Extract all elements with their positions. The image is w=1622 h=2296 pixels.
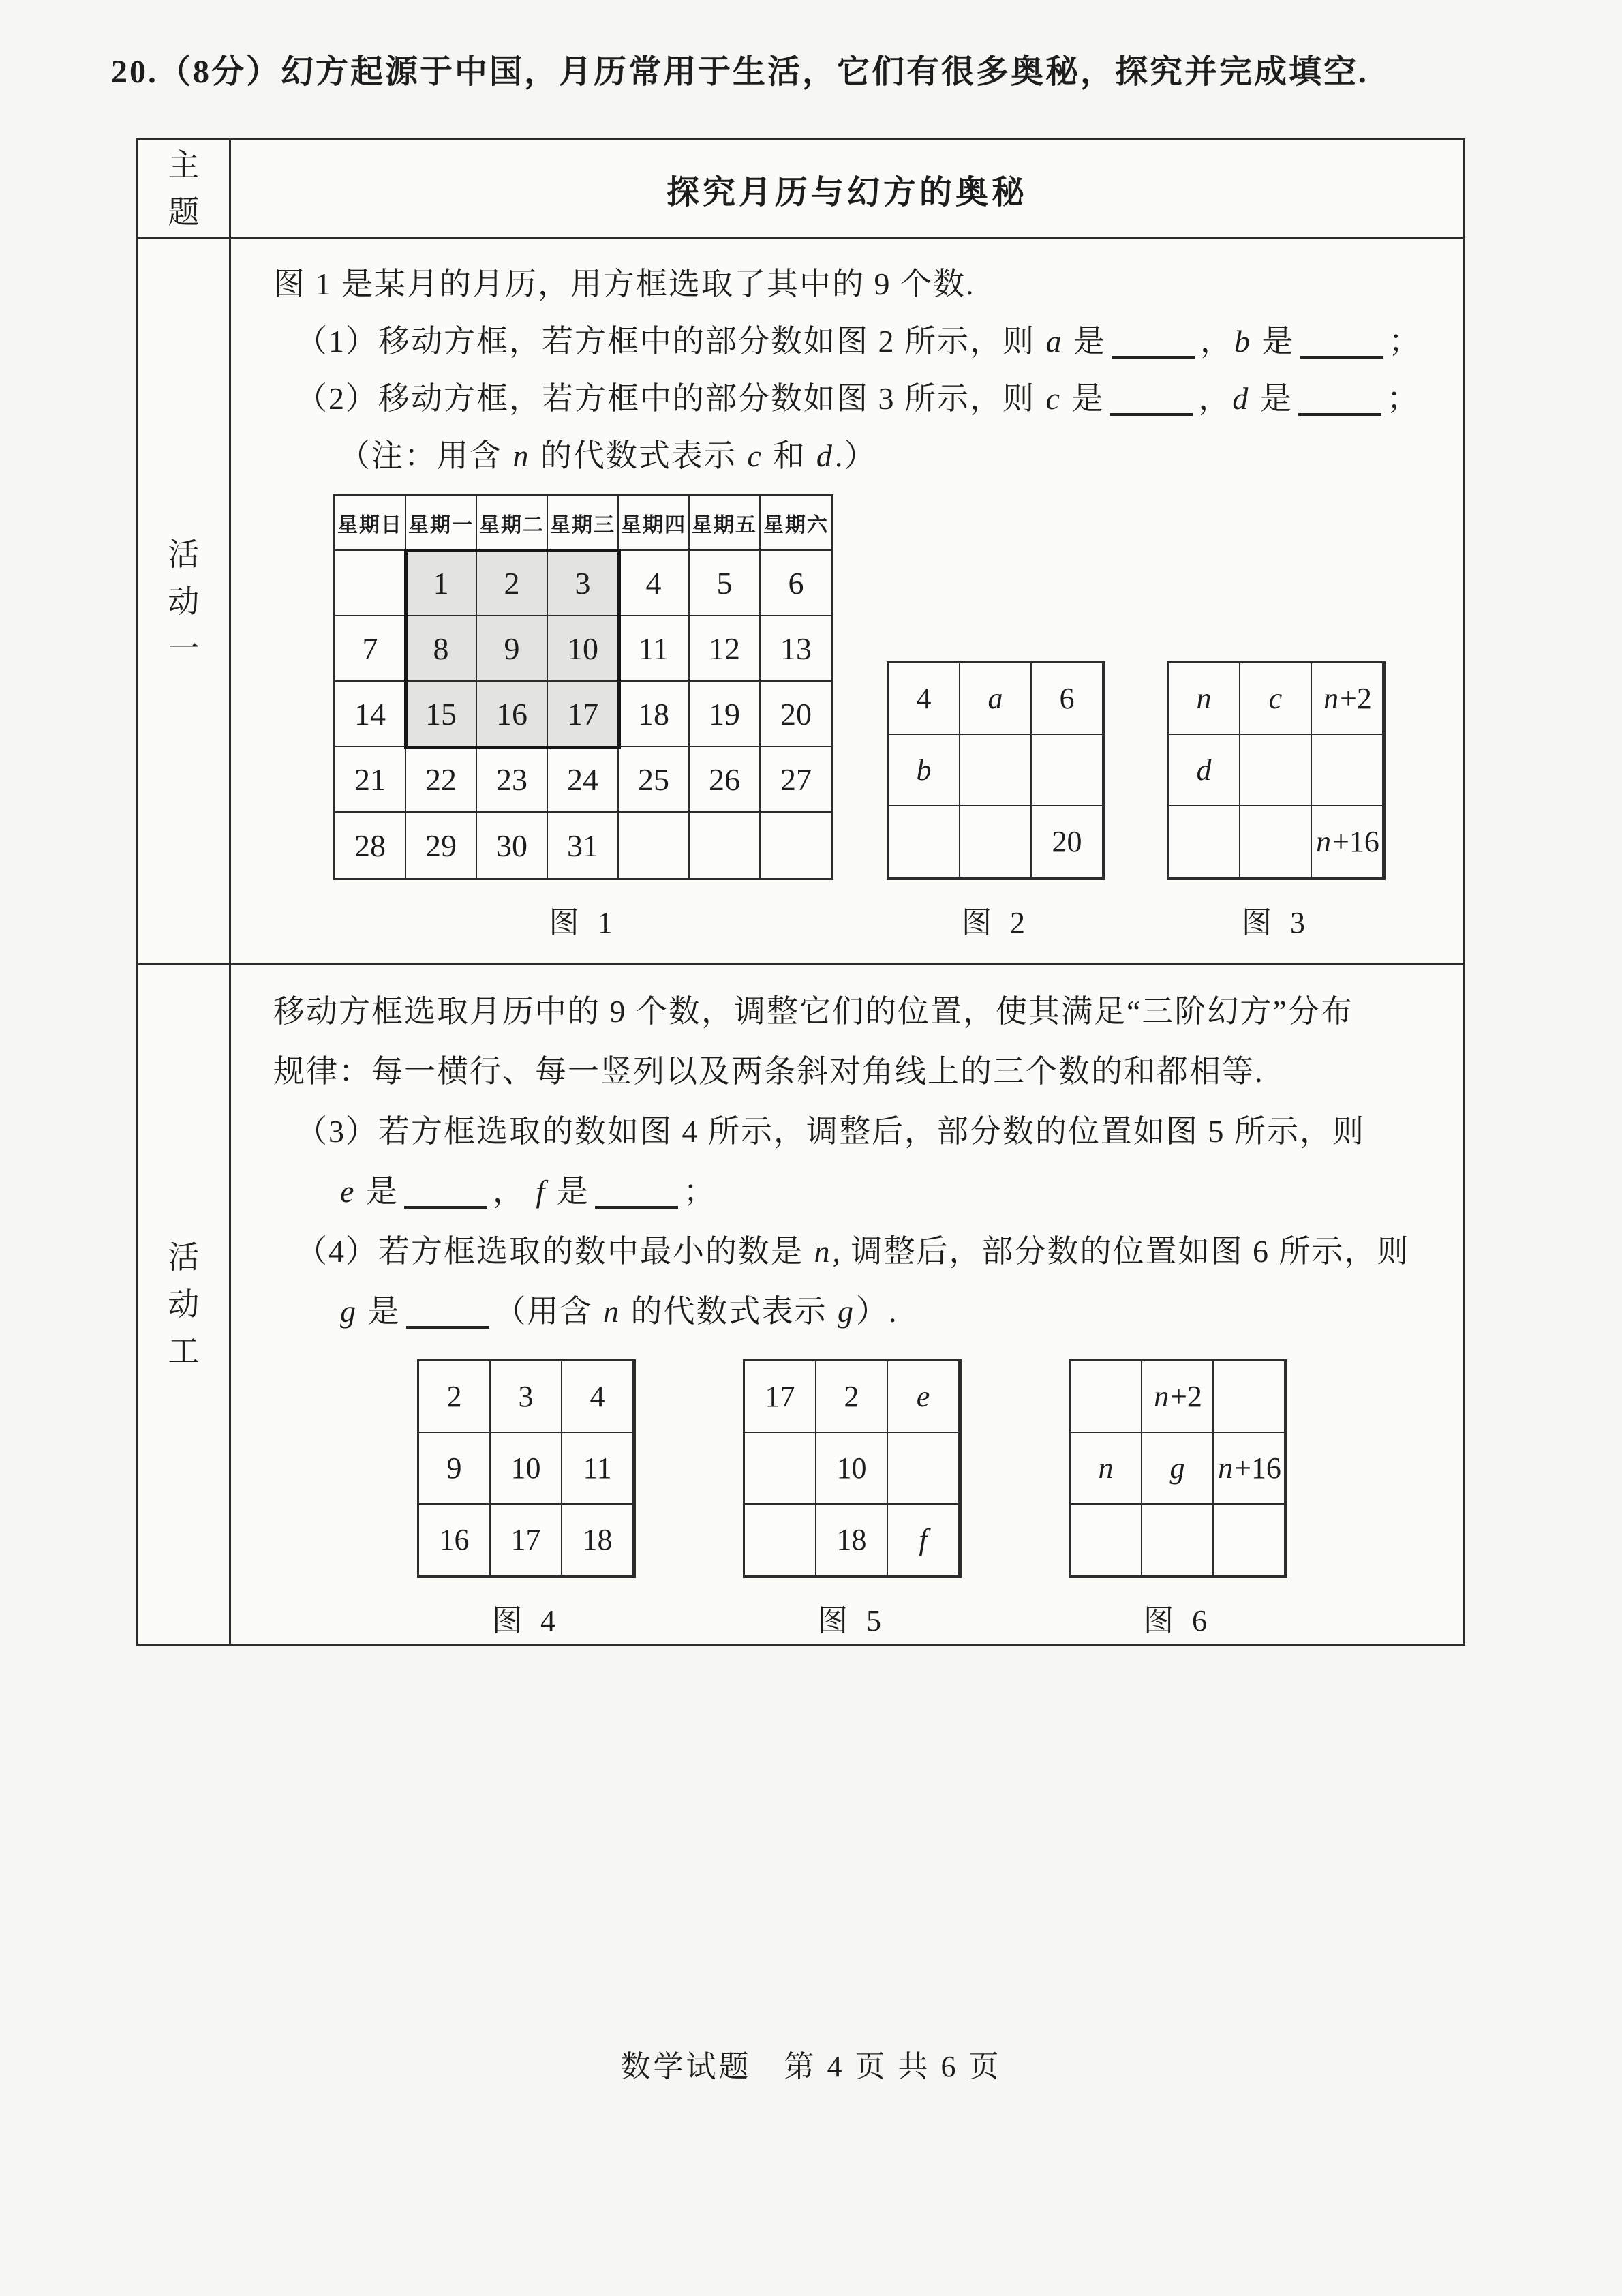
question-title: 20.（8分）幻方起源于中国，月历常用于生活，它们有很多奥秘，探究并完成填空.	[111, 54, 1369, 90]
figure-cell: 6	[1032, 663, 1103, 735]
theme-title-cell	[231, 140, 1463, 237]
question-2-note: （注：用含 n 的代数式表示 c 和 d.）	[339, 438, 877, 473]
figure-cell	[1032, 735, 1103, 806]
calendar-day-cell: 28	[335, 813, 406, 878]
figure-cell	[1071, 1361, 1142, 1433]
answer-blank	[1300, 350, 1383, 359]
calendar-day-cell: 17	[548, 682, 619, 747]
math-variable: c	[747, 438, 763, 473]
figure-6	[1069, 1359, 1287, 1640]
question-3-blanks: e 是 ， f 是 ；	[340, 1174, 716, 1209]
question-2-line: （2）移动方框，若方框中的部分数如图 3 所示，则 c 是 ，d 是 ；	[296, 381, 1420, 416]
calendar-weekday-header: 星期五	[690, 496, 761, 551]
question-4-line: （4）若方框选取的数中最小的数是 n, 调整后，部分数的位置如图 6 所示，则	[296, 1234, 1410, 1269]
calendar-day-cell: 15	[406, 682, 477, 747]
answer-blank	[595, 1200, 678, 1209]
figure-cell	[1214, 1361, 1285, 1433]
calendar-day-cell: 10	[548, 616, 619, 682]
calendar-day-cell: 23	[477, 747, 548, 813]
calendar-day-cell	[761, 813, 831, 878]
math-variable: d	[816, 438, 833, 473]
figure-cell: n +16	[1214, 1433, 1285, 1505]
figure-3-caption: 图 3	[1242, 906, 1311, 939]
activity1-row	[138, 237, 1463, 963]
figure-cell	[1169, 806, 1240, 878]
figure-4-caption: 图 4	[492, 1604, 561, 1637]
activity2-row	[138, 963, 1463, 1644]
activity2-intro-line1: 移动方框选取月历中的 9 个数，调整它们的位置，使其满足“三阶幻方”分布	[273, 994, 1353, 1029]
figure-cell: 4	[562, 1361, 634, 1433]
calendar-day-cell: 12	[690, 616, 761, 682]
math-variable: a	[1045, 324, 1063, 359]
activity2-label: 活动工	[168, 1240, 200, 1369]
math-variable: n	[814, 1234, 831, 1269]
math-variable: d	[1232, 381, 1250, 416]
figure-1	[333, 494, 833, 941]
figure-6-caption: 图 6	[1144, 1604, 1212, 1637]
calendar-weekday-header: 星期四	[619, 496, 690, 551]
calendar-day-cell: 18	[619, 682, 690, 747]
figure-cell: 17	[745, 1361, 816, 1433]
calendar-day-cell: 21	[335, 747, 406, 813]
math-variable: e	[340, 1174, 356, 1209]
figure-cell: 2	[816, 1361, 888, 1433]
calendar-day-cell: 13	[761, 616, 831, 682]
figure-cell	[889, 806, 960, 878]
calendar-day-cell: 3	[548, 551, 619, 616]
calendar-day-cell: 20	[761, 682, 831, 747]
figure-cell: 9	[419, 1433, 491, 1505]
calendar-weekday-header: 星期六	[761, 496, 831, 551]
figure-cell: n +16	[1312, 806, 1383, 878]
math-variable: n	[603, 1294, 620, 1329]
figure-cell: a	[960, 663, 1032, 735]
calendar-weekday-header: 星期日	[335, 496, 406, 551]
figure-cell: e	[888, 1361, 960, 1433]
figure-cell	[960, 806, 1032, 878]
figure-cell: f	[888, 1505, 960, 1576]
figure-cell: d	[1169, 735, 1240, 806]
answer-blank	[406, 1320, 489, 1329]
figure-cell	[888, 1433, 960, 1505]
calendar-weekday-header: 星期一	[406, 496, 477, 551]
question-1-line: （1）移动方框，若方框中的部分数如图 2 所示，则 a 是 ，b 是 ；	[296, 324, 1422, 359]
activity1-content	[231, 239, 1463, 963]
figure-2-grid	[887, 661, 1105, 880]
figure-cell: 11	[562, 1433, 634, 1505]
figure-3-grid	[1167, 661, 1386, 880]
figure-cell: c	[1240, 663, 1312, 735]
figure-cell: 18	[562, 1505, 634, 1576]
figure-cell: n	[1071, 1433, 1142, 1505]
theme-label-cell	[138, 140, 231, 237]
calendar-day-cell: 14	[335, 682, 406, 747]
activity2-label-cell	[138, 965, 231, 1644]
figure-cell	[1240, 735, 1312, 806]
calendar-day-cell: 24	[548, 747, 619, 813]
figure-cell: b	[889, 735, 960, 806]
figure-cell: 17	[491, 1505, 562, 1576]
figure-cell	[1240, 806, 1312, 878]
calendar-day-cell: 11	[619, 616, 690, 682]
figure-cell	[745, 1505, 816, 1576]
figure-5	[743, 1359, 962, 1640]
figure-cell: n +2	[1142, 1361, 1214, 1433]
figure-cell: 2	[419, 1361, 491, 1433]
answer-blank	[404, 1200, 487, 1209]
calendar-day-cell: 25	[619, 747, 690, 813]
figure-cell: 3	[491, 1361, 562, 1433]
calendar-day-cell: 16	[477, 682, 548, 747]
calendar-weekday-header: 星期三	[548, 496, 619, 551]
figure-2	[887, 661, 1105, 941]
question-3-line: （3）若方框选取的数如图 4 所示，调整后，部分数的位置如图 5 所示，则	[296, 1114, 1365, 1149]
calendar-day-cell: 2	[477, 551, 548, 616]
math-variable: f	[536, 1174, 547, 1209]
answer-blank	[1112, 350, 1195, 359]
calendar-day-cell: 5	[690, 551, 761, 616]
figure-5-caption: 图 5	[818, 1604, 887, 1637]
figure-cell	[1214, 1505, 1285, 1576]
calendar-day-cell: 8	[406, 616, 477, 682]
activity1-figures	[333, 494, 1443, 941]
calendar-day-cell: 7	[335, 616, 406, 682]
figure-1-caption: 图 1	[549, 906, 618, 939]
activity2-figures	[417, 1359, 1443, 1640]
figure-cell: g	[1142, 1433, 1214, 1505]
theme-row	[138, 140, 1463, 237]
calendar-day-cell	[690, 813, 761, 878]
calendar-grid	[333, 494, 833, 880]
theme-label: 主题	[168, 148, 200, 230]
calendar-day-cell: 29	[406, 813, 477, 878]
answer-blank	[1110, 408, 1193, 416]
math-variable: g	[838, 1294, 855, 1329]
question-4-blanks: g 是 （用含 n 的代数式表示 g）.	[340, 1294, 898, 1329]
calendar-day-cell: 26	[690, 747, 761, 813]
calendar-weekday-header: 星期二	[477, 496, 548, 551]
figure-cell: n	[1169, 663, 1240, 735]
figure-cell: n +2	[1312, 663, 1383, 735]
math-variable: n	[512, 438, 530, 473]
calendar-day-cell: 22	[406, 747, 477, 813]
math-variable: c	[1045, 381, 1061, 416]
calendar-day-cell: 19	[690, 682, 761, 747]
calendar-day-cell: 9	[477, 616, 548, 682]
figure-cell	[745, 1433, 816, 1505]
figure-4	[417, 1359, 636, 1640]
activity1-label-cell	[138, 239, 231, 963]
theme-title: 探究月历与幻方的奥秘	[666, 174, 1028, 211]
figure-cell	[1071, 1505, 1142, 1576]
figure-cell: 20	[1032, 806, 1103, 878]
math-variable: g	[340, 1294, 357, 1329]
calendar-day-cell: 6	[761, 551, 831, 616]
figure-cell	[1142, 1505, 1214, 1576]
activity-table	[136, 138, 1465, 1646]
activity2-content	[231, 965, 1463, 1644]
figure-cell: 10	[816, 1433, 888, 1505]
figure-4-grid	[417, 1359, 636, 1578]
figure-cell	[1312, 735, 1383, 806]
figure-3	[1167, 661, 1386, 941]
figure-2-caption: 图 2	[962, 906, 1030, 939]
answer-blank	[1298, 408, 1381, 416]
calendar-day-cell: 30	[477, 813, 548, 878]
calendar-day-cell: 27	[761, 747, 831, 813]
activity1-intro: 图 1 是某月的月历，用方框选取了其中的 9 个数.	[273, 267, 975, 301]
figure-cell: 18	[816, 1505, 888, 1576]
figure-cell: 10	[491, 1433, 562, 1505]
calendar-day-cell: 1	[406, 551, 477, 616]
calendar-day-cell: 4	[619, 551, 690, 616]
figure-cell: 16	[419, 1505, 491, 1576]
calendar-day-cell	[619, 813, 690, 878]
page-footer: 数学试题 第 4 页 共 6 页	[620, 2050, 1002, 2083]
figure-cell	[960, 735, 1032, 806]
activity2-intro-line2: 规律：每一横行、每一竖列以及两条斜对角线上的三个数的和都相等.	[273, 1054, 1264, 1089]
figure-cell: 4	[889, 663, 960, 735]
figure-5-grid	[743, 1359, 962, 1578]
activity1-label: 活动一	[168, 537, 200, 666]
calendar-day-cell	[335, 551, 406, 616]
figure-6-grid	[1069, 1359, 1287, 1578]
calendar-day-cell: 31	[548, 813, 619, 878]
math-variable: b	[1234, 324, 1251, 359]
